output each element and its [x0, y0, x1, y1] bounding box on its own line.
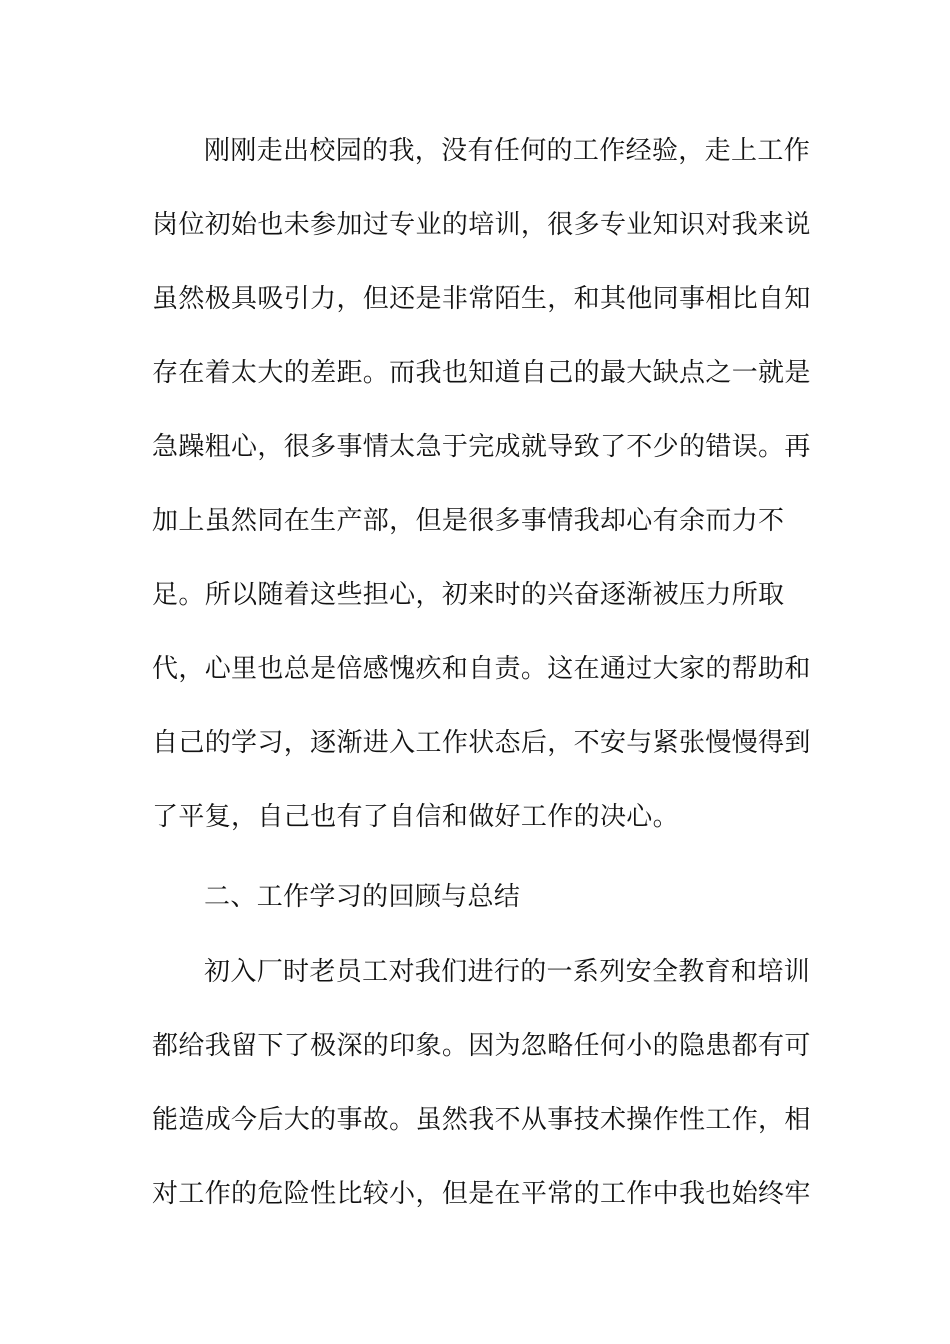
- paragraph-1-line-6: 加上虽然同在生产部，但是很多事情我却心有余而力不: [152, 506, 785, 536]
- paragraph-1-line-2: 岗位初始也未参加过专业的培训，很多专业知识对我来说: [152, 210, 811, 240]
- paragraph-1-line-1: 刚刚走出校园的我，没有任何的工作经验，走上工作: [204, 136, 811, 166]
- paragraph-1-line-10: 了平复，自己也有了自信和做好工作的决心。: [152, 802, 680, 832]
- paragraph-2-line-3: 能造成今后大的事故。虽然我不从事技术操作性工作，相: [152, 1105, 811, 1135]
- paragraph-2-line-2: 都给我留下了极深的印象。因为忽略任何小的隐患都有可: [152, 1031, 811, 1061]
- paragraph-1-line-5: 急躁粗心，很多事情太急于完成就导致了不少的错误。再: [152, 432, 811, 462]
- paragraph-2-line-1: 初入厂时老员工对我们进行的一系列安全教育和培训: [204, 957, 811, 987]
- section-heading: 二、工作学习的回顾与总结: [204, 882, 521, 912]
- paragraph-1-line-7: 足。所以随着这些担心，初来时的兴奋逐渐被压力所取: [152, 580, 785, 610]
- paragraph-1-line-8: 代，心里也总是倍感愧疚和自责。这在通过大家的帮助和: [152, 654, 811, 684]
- paragraph-1-line-9: 自己的学习，逐渐进入工作状态后，不安与紧张慢慢得到: [152, 728, 811, 758]
- paragraph-1-line-4: 存在着太大的差距。而我也知道自己的最大缺点之一就是: [152, 358, 811, 388]
- paragraph-2-line-4: 对工作的危险性比较小，但是在平常的工作中我也始终牢: [152, 1179, 811, 1209]
- paragraph-1-line-3: 虽然极具吸引力，但还是非常陌生，和其他同事相比自知: [152, 284, 811, 314]
